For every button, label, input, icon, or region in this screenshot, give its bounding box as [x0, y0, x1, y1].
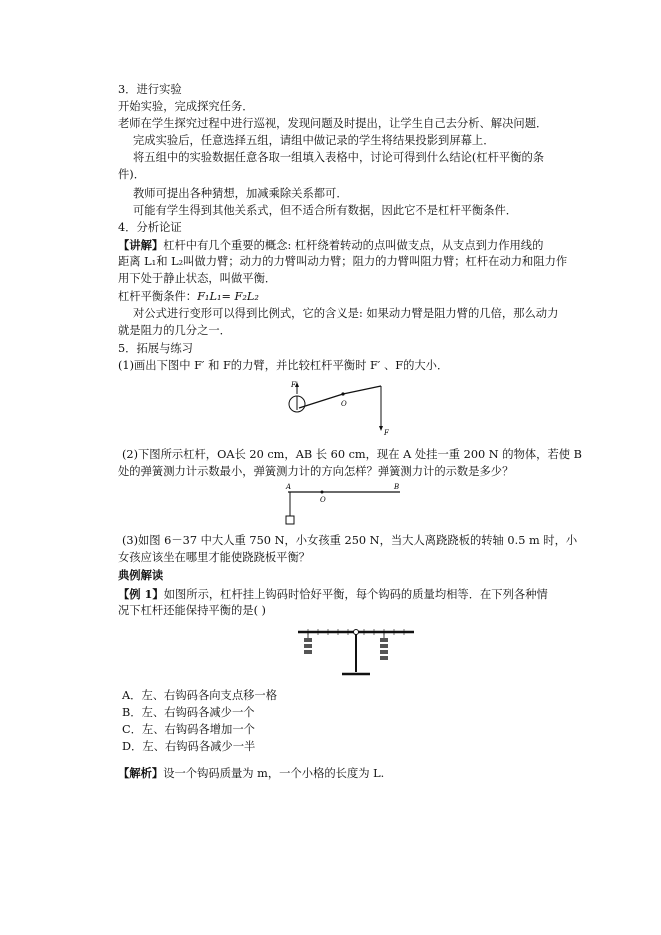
s4-line-3: 用下处于静止状态，叫做平衡． [118, 272, 277, 285]
s4-line-4: 对公式进行变形可以得到比例式，它的含义是: 如果动力臂是阻力臂的几倍，那么动力 [133, 307, 559, 320]
lever-figure-3 [296, 624, 416, 680]
pivot-point [341, 392, 344, 395]
s4-line-1-text: 杠杆中有几个重要的概念: 杠杆绕着转动的点叫做支点，从支点到力作用线的 [163, 239, 544, 252]
s3-paragraph-1: 开始实验，完成探究任务． [118, 100, 254, 113]
s4-line-1 [118, 237, 543, 254]
example-line-1 [118, 586, 548, 603]
lever-arm-left [299, 394, 343, 408]
lever-figure-2 [282, 481, 412, 527]
right-weight-2 [380, 644, 388, 648]
question-3a: (3)如图 6－37 中大人重 750 N，小女孩重 250 N，当大人离跷跷板的转轴 0.5 m 时，小 [122, 534, 578, 547]
f-arrowhead [379, 426, 383, 431]
analysis-line [118, 765, 384, 782]
right-weight-3 [380, 650, 388, 654]
label-o-2: O [320, 496, 326, 504]
lever-figure-1 [283, 380, 413, 440]
s3-paragraph-2: 老师在学生探究过程中进行巡视，发现问题及时提出，让学生自己去分析、解决问题． [118, 117, 548, 130]
left-weight-1 [304, 638, 312, 642]
right-weight-1 [380, 638, 388, 642]
label-fprime: F′ [291, 381, 298, 389]
pivot-point-2 [321, 491, 324, 494]
label-o: O [341, 400, 347, 408]
beam-pivot [354, 630, 359, 635]
example-line-2: 况下杠杆还能保持平衡的是( ) [118, 604, 266, 617]
option-b: B．左、右钩码各减少一个 [122, 706, 255, 719]
left-weight-2 [304, 644, 312, 648]
s4-line-5: 就是阻力的几分之一． [118, 324, 231, 337]
s3-paragraph-5: 教师可提出各种猜想，加减乘除关系都可． [133, 187, 348, 200]
label-b: B [394, 483, 400, 491]
s3-paragraph-6: 可能有学生得到其他关系式，但不适合所有数据，因此它不是杠杆平衡条件． [133, 204, 518, 217]
condition-label: 杠杆平衡条件： [118, 290, 198, 303]
example-tag: 【例 1】 [118, 587, 164, 601]
analysis-text: 设一个钩码质量为 m，一个小格的长度为 L. [163, 767, 385, 780]
condition-formula: F₁L₁= F₂L₂ [197, 290, 259, 303]
option-d: D．左、右钩码各减少一半 [122, 740, 256, 753]
label-f: F [384, 429, 389, 437]
right-weight-4 [380, 656, 388, 660]
analysis-tag: 【解析】 [118, 766, 164, 780]
s3-paragraph-4b: 件)． [118, 168, 146, 181]
label-a: A [286, 483, 292, 491]
s4-line-2: 距离 L₁和 L₂叫做力臂；动力的力臂叫动力臂；阻力的力臂叫阻力臂；杠杆在动力和阻力作 [118, 255, 568, 268]
question-1: (1)画出下图中 F′ 和 F的力臂，并比较杠杆平衡时 F′ 、F的大小． [118, 359, 449, 372]
question-3b: 女孩应该坐在哪里才能使跷跷板平衡？ [118, 551, 311, 564]
option-a: A．左、右钩码各向支点移一格 [122, 689, 278, 702]
example-heading: 典例解读 [118, 568, 164, 582]
question-2b: 处的弹簧测力计示数最小，弹簧测力计的方向怎样？弹簧测力计的示数是多少？ [118, 465, 514, 478]
lever-arm-right [343, 386, 381, 394]
s3-paragraph-4a: 将五组中的实验数据任意各取一组填入表格中，讨论可得到什么结论(杠杆平衡的条 [133, 151, 545, 164]
section-3-heading: 3．进行实验 [118, 83, 182, 96]
section-4-heading: 4．分析论证 [118, 221, 182, 234]
option-c: C．左、右钩码各增加一个 [122, 723, 255, 736]
s3-paragraph-3: 完成实验后，任意选择五组，请组中做记录的学生将结果投影到屏幕上． [133, 134, 495, 147]
hanging-weight [286, 516, 294, 524]
left-weight-3 [304, 650, 312, 654]
question-2a: (2)下图所示杠杆，OA长 20 cm，AB 长 60 cm，现在 A 处挂一重 200 N 的物体，若使 B [122, 448, 582, 461]
balance-condition [118, 289, 259, 305]
example-line-1-text: 如图所示，杠杆挂上钩码时恰好平衡，每个钩码的质量均相等．在下列各种情 [163, 588, 548, 601]
section-5-heading: 5．拓展与练习 [118, 342, 193, 355]
explain-tag: 【讲解】 [118, 238, 164, 252]
